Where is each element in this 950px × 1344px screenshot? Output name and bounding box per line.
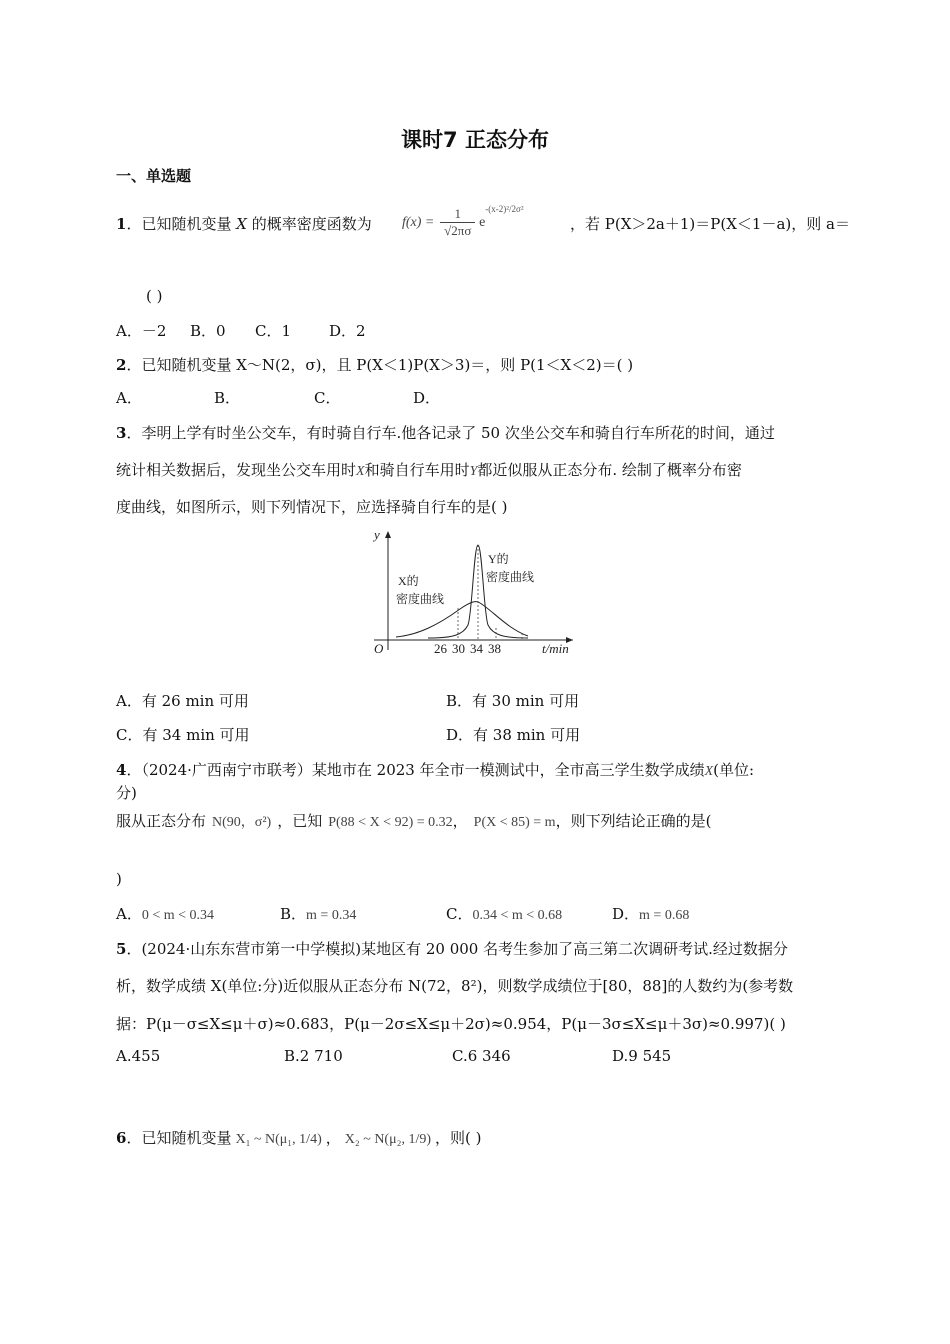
option-d[interactable]: D．: [413, 389, 441, 407]
y-axis-arrow: [385, 531, 391, 538]
question-number: 6: [116, 1129, 127, 1147]
section-heading: 一、单选题: [116, 167, 192, 185]
option-c[interactable]: C.6 346: [452, 1047, 511, 1065]
option-b[interactable]: B．m = 0.34: [280, 905, 357, 923]
option-b[interactable]: B.2 710: [284, 1047, 343, 1065]
option-c[interactable]: C．有 34 min 可用: [116, 726, 250, 744]
question-number: 3: [116, 424, 127, 442]
question-5-line-3: 据：P(μ－σ≤X≤μ＋σ)≈0.683，P(μ－2σ≤X≤μ＋2σ)≈0.954，P(μ－3σ≤X≤μ＋3σ)≈0.997)( ): [116, 1015, 786, 1033]
tick-label: 38: [488, 641, 501, 656]
question-3-line-3: 度曲线，如图所示，则下列情况下，应选择骑自行车的是( ): [116, 498, 508, 516]
option-b[interactable]: B．: [214, 389, 241, 407]
question-4-line-2: 分): [116, 784, 137, 802]
question-number: 1: [116, 215, 127, 233]
question-3-line-1: 3．李明上学有时坐公交车，有时骑自行车.他各记录了 50 次坐公交车和骑自行车所花的时间，通过: [116, 424, 775, 442]
option-c[interactable]: C．1: [255, 322, 292, 340]
option-a[interactable]: A．有 26 min 可用: [116, 692, 249, 710]
question-4-line-4: ): [116, 870, 122, 888]
option-b[interactable]: B．0: [190, 322, 226, 340]
question-2: 2．已知随机变量 X～N(2，σ)，且 P(X＜1)P(X＞3)＝，则 P(1＜X＜2)＝( ): [116, 356, 634, 374]
origin-label: O: [374, 641, 384, 656]
option-d[interactable]: D．2: [329, 322, 366, 340]
y-curve-label: 密度曲线: [486, 570, 535, 584]
option-c[interactable]: C．: [314, 389, 341, 407]
y-axis-label: y: [374, 527, 380, 542]
y-curve-label: Y的: [488, 552, 509, 566]
question-6: 6．已知随机变量 X₁ ~ N(μ₁, 1/4) ， X₂ ~ N(μ₂, 1/9) ，则( ): [116, 1129, 482, 1147]
question-number: 2: [116, 356, 127, 374]
page-title: 课时7 正态分布: [401, 128, 549, 152]
option-a[interactable]: A．0 < m < 0.34: [116, 905, 215, 923]
question-number: 4: [116, 761, 127, 779]
option-c[interactable]: C．0.34 < m < 0.68: [446, 905, 563, 923]
option-d[interactable]: D．m = 0.68: [612, 905, 690, 923]
option-a[interactable]: A．: [116, 389, 142, 407]
density-formula: f(x) = $\frac{1}{√2\pi\sigma}$ $e^{-(x-2)^2/2\sigma^2}$: [402, 203, 524, 238]
option-b[interactable]: B．有 30 min 可用: [446, 692, 580, 710]
option-a[interactable]: A.455: [116, 1047, 161, 1065]
tick-label: 30: [452, 641, 465, 656]
option-a[interactable]: A．－2: [116, 322, 167, 340]
question-5-line-1: 5．(2024·山东东营市第一中学模拟)某地区有 20 000 名考生参加了高三第二次调研考试.经过数据分: [116, 940, 788, 958]
tick-label: 34: [470, 641, 483, 656]
x-curve-label: X的: [398, 574, 419, 588]
question-number: 5: [116, 940, 127, 958]
tick-label: 26: [434, 641, 447, 656]
option-d[interactable]: D.9 545: [612, 1047, 672, 1065]
question-1: 1．已知随机变量 X 的概率密度函数为: [116, 215, 372, 233]
question-4-line-3: 服从正态分布 N(90，σ²) ，已知 P(88 < X < 92) = 0.32， P(X < 85) = m，则下列结论正确的是(: [116, 812, 712, 830]
x-axis-label: t/min: [542, 641, 569, 656]
option-d[interactable]: D．有 38 min 可用: [446, 726, 581, 744]
density-curve-figure: [368, 525, 580, 660]
answer-paren: ( ): [146, 287, 163, 305]
question-3-line-2: 统计相关数据后，发现坐公交车用时X和骑自行车用时Y都近似服从正态分布. 绘制了概率分布密: [116, 461, 742, 479]
x-curve-label: 密度曲线: [396, 592, 445, 606]
options-q1: [116, 320, 366, 341]
question-4-line-1: 4．（2024·广西南宁市联考）某地市在 2023 年全市一模测试中，全市高三学生数学成绩X(单位:: [116, 761, 755, 779]
options-q2: [116, 387, 440, 408]
question-5-line-2: 析，数学成绩 X(单位:分)近似服从正态分布 N(72，8²)，则数学成绩位于[80，88]的人数约为(参考数: [116, 977, 794, 995]
question-1-condition: ，若 P(X＞2a＋1)＝P(X＜1－a)，则 a＝: [570, 215, 850, 233]
